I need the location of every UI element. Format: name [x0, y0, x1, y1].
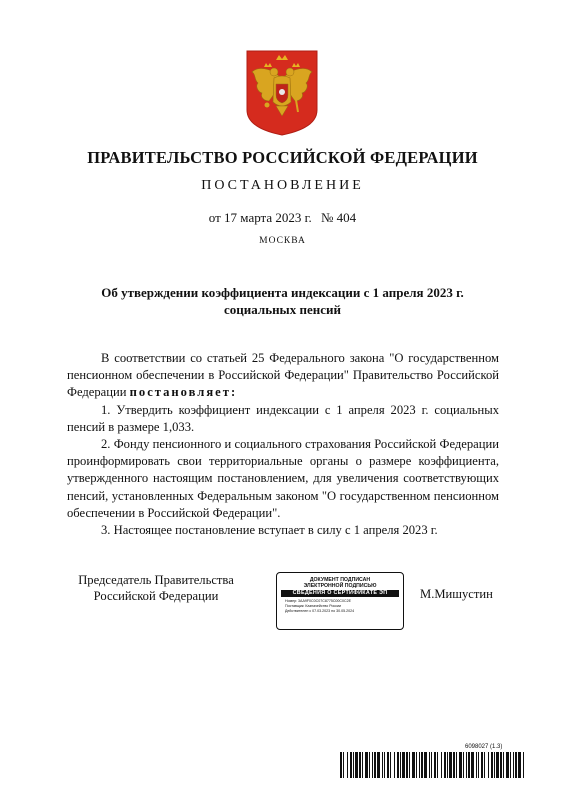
barcode-stripe — [372, 752, 373, 778]
barcode-stripe — [390, 752, 391, 778]
barcode-stripe — [481, 752, 483, 778]
barcode-stripe — [424, 752, 427, 778]
barcode-stripe — [421, 752, 423, 778]
barcode-stripe — [500, 752, 502, 778]
barcode-stripe — [506, 752, 509, 778]
barcode-stripe — [437, 752, 438, 778]
decree-word: постановляет: — [129, 385, 238, 400]
barcode-stripe — [510, 752, 511, 778]
barcode-stripe — [377, 752, 380, 778]
barcode-icon — [340, 752, 525, 778]
barcode-stripe — [434, 752, 436, 778]
barcode-stripe — [400, 752, 401, 778]
electronic-signature-stamp: ДОКУМЕНТ ПОДПИСАН ЭЛЕКТРОННОЙ ПОДПИСЬЮ СВЕДЕНИЯ О СЕРТИФИКАТЕ ЭП Номер: 3AA9F0C0C07C8775C00C0C2E Поставщик: Казначейство России Действителен с 07.03.2023 по 30.05.2024 — [276, 572, 404, 630]
item-3: 3. Настоящее постановление вступает в силу с 1 апреля 2023 г. — [101, 523, 438, 538]
barcode-stripe — [466, 752, 467, 778]
barcode-stripe — [491, 752, 493, 778]
stamp-cert-number: Номер: 3AA9F0C0C07C8775C00C0C2E — [285, 599, 351, 603]
barcode-stripe — [355, 752, 358, 778]
barcode-stripe — [496, 752, 499, 778]
title-line-1: Об утверждении коэффициента индексации с 1 апреля 2023 г. — [101, 285, 464, 300]
barcode-stripe — [447, 752, 448, 778]
barcode-stripe — [416, 752, 417, 778]
barcode-stripe — [431, 752, 432, 778]
barcode-stripe — [471, 752, 474, 778]
city: МОСКВА — [259, 236, 306, 246]
document-date: от 17 марта 2023 г. — [208, 210, 312, 225]
barcode-stripe — [353, 752, 354, 778]
barcode-stripe — [397, 752, 399, 778]
government-title: ПРАВИТЕЛЬСТВО РОССИЙСКОЙ ФЕДЕРАЦИИ — [87, 148, 478, 167]
title-line-2: социальных пенсий — [224, 302, 341, 317]
barcode-stripe — [340, 752, 342, 778]
barcode-stripe — [478, 752, 479, 778]
barcode-stripe — [484, 752, 485, 778]
barcode-stripe — [343, 752, 344, 778]
barcode-stripe — [463, 752, 464, 778]
barcode-stripe — [515, 752, 517, 778]
barcode-stripe — [441, 752, 442, 778]
barcode-stripe — [468, 752, 470, 778]
barcode-stripe — [449, 752, 452, 778]
stamp-certificate-bar: СВЕДЕНИЯ О СЕРТИФИКАТЕ ЭП — [281, 590, 399, 597]
barcode-stripe — [476, 752, 477, 778]
barcode-stripe — [369, 752, 370, 778]
barcode-stripe — [456, 752, 457, 778]
barcode-stripe — [494, 752, 495, 778]
barcode-stripe — [503, 752, 504, 778]
barcode-stripe — [429, 752, 430, 778]
barcode-stripe — [347, 752, 348, 778]
barcode-stripe — [406, 752, 408, 778]
document-body — [67, 350, 499, 539]
date-and-number — [0, 210, 565, 226]
intro-paragraph: В соответствии со статьей 25 Федерального закона "О государственном пенсионном обеспечении в Российской Федерации" Правительство Российской Федерации постановляет: — [67, 351, 499, 400]
signer-name: М.Мишустин — [420, 587, 493, 601]
document-type: ПОСТАНОВЛЕНИЕ — [201, 178, 364, 193]
item-1: 1. Утвердить коэффициент индексации с 1 апреля 2023 г. социальных пенсий в размере 1,033. — [67, 402, 499, 434]
barcode-stripe — [394, 752, 395, 778]
barcode-stripe — [523, 752, 524, 778]
barcode-stripe — [387, 752, 389, 778]
barcode-stripe — [374, 752, 376, 778]
stamp-issuer: Поставщик: Казначейство России — [285, 604, 342, 608]
signer-position: Председатель Правительства Российской Федерации — [78, 573, 234, 603]
barcode-stripe — [459, 752, 462, 778]
barcode-stripe — [444, 752, 446, 778]
barcode-stripe — [419, 752, 420, 778]
item-2: 2. Фонду пенсионного и социального страхования Российской Федерации проинформировать свои территориальные органы о размере коэффициента, утвержденного настоящим постановлением, для увеличения соответствующих пенсий, установленных Федеральным законом "О государственном пенсионном обеспечении в Российской Федерации". — [67, 437, 499, 520]
barcode-stripe — [488, 752, 489, 778]
barcode-stripe — [402, 752, 405, 778]
barcode-stripe — [409, 752, 410, 778]
barcode-stripe — [513, 752, 514, 778]
barcode-stripe — [350, 752, 352, 778]
barcode-stripe — [518, 752, 521, 778]
barcode-stripe — [382, 752, 383, 778]
document-number: № 404 — [321, 210, 357, 225]
barcode-stripe — [362, 752, 363, 778]
document-title — [40, 284, 525, 318]
barcode-stripe — [365, 752, 368, 778]
stamp-validity: Действителен с 07.03.2023 по 30.05.2024 — [285, 609, 355, 613]
barcode-stripe — [384, 752, 385, 778]
barcode-stripe — [453, 752, 455, 778]
coat-of-arms-icon — [246, 50, 318, 136]
barcode-stripe — [412, 752, 415, 778]
document-code: 6098027 (1.3) — [465, 744, 503, 750]
barcode-stripe — [359, 752, 361, 778]
